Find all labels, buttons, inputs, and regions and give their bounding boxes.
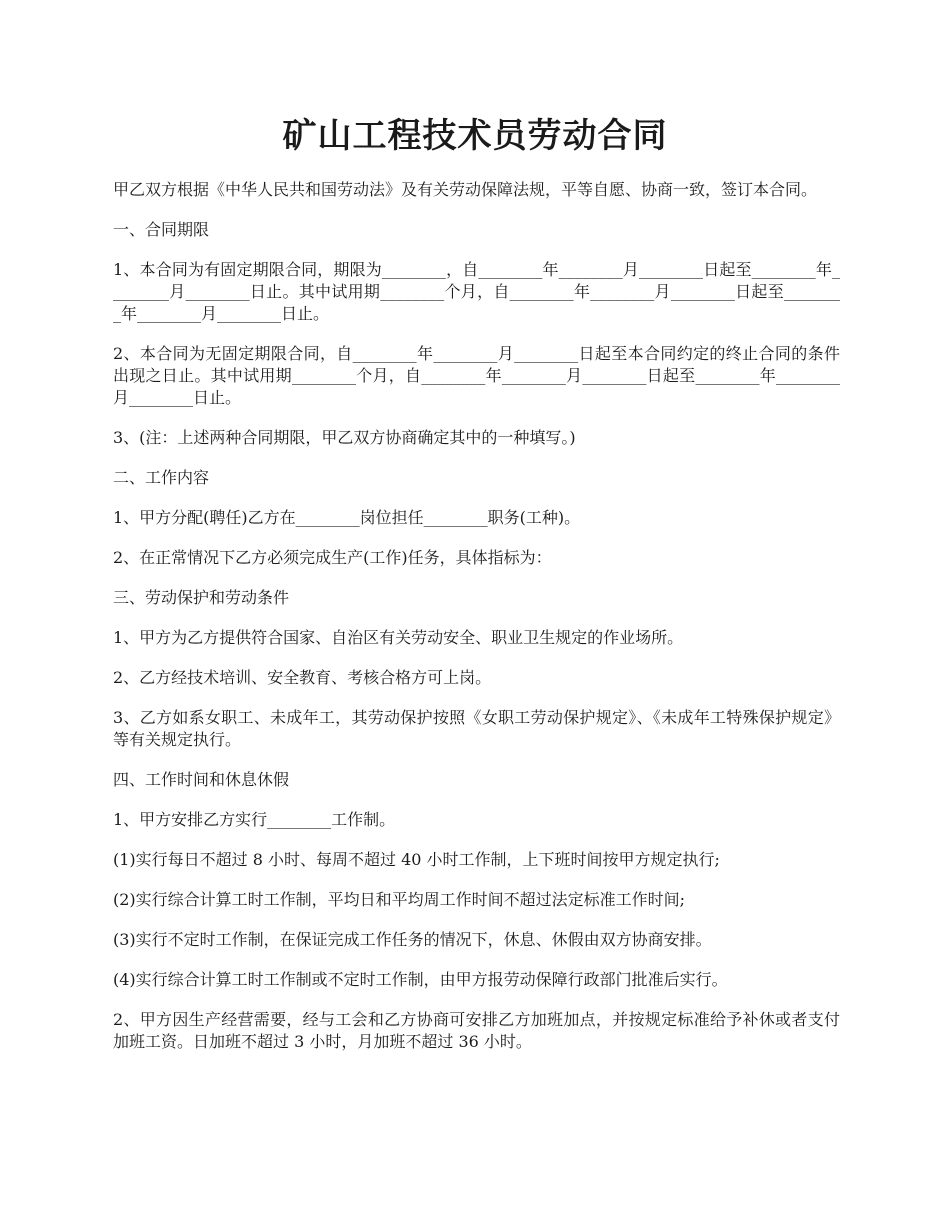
document-body — [113, 179, 840, 1071]
clause-option-flexible-hours: (3)实行不定时工作制，在保证完成工作任务的情况下，休息、休假由双方协商安排。 — [113, 930, 712, 949]
preamble-paragraph: 甲乙双方根据《中华人民共和国劳动法》及有关劳动保障法规，平等自愿、协商一致，签订本合同。 — [113, 180, 818, 199]
section-heading-working-hours: 四、工作时间和休息休假 — [113, 770, 290, 789]
clause-option-approval: (4)实行综合计算工时工作制或不定时工作制，由甲方报劳动保障行政部门批准后实行。 — [113, 970, 728, 989]
clause-fixed-term: 1、本合同为有固定期限合同，期限为________，自________年________月________日起至________年________月________日止。其中试用期________个月，自________年________月________日起至________年________月________日止。 — [113, 260, 840, 323]
clause-work-system: 1、甲方安排乙方实行________工作制。 — [113, 810, 396, 829]
section-heading-work-content: 二、工作内容 — [113, 468, 210, 487]
clause-special-protection: 3、乙方如系女职工、未成年工，其劳动保护按照《女职工劳动保护规定》、《未成年工特殊保护规定》等有关规定执行。 — [113, 708, 840, 749]
clause-work-tasks: 2、在正常情况下乙方必须完成生产(工作)任务，具体指标为： — [113, 548, 552, 567]
section-heading-labor-protection: 三、劳动保护和劳动条件 — [113, 588, 290, 607]
clause-workplace-safety: 1、甲方为乙方提供符合国家、自治区有关劳动安全、职业卫生规定的作业场所。 — [113, 628, 684, 647]
clause-option-standard-hours: (1)实行每日不超过 8 小时、每周不超过 40 小时工作制，上下班时间按甲方规定执行; — [113, 850, 720, 869]
clause-term-note: 3、(注：上述两种合同期限，甲乙双方协商确定其中的一种填写。) — [113, 428, 576, 447]
document-title: 矿山工程技术员劳动合同 — [282, 116, 668, 156]
clause-training: 2、乙方经技术培训、安全教育、考核合格方可上岗。 — [113, 668, 492, 687]
clause-job-assignment: 1、甲方分配(聘任)乙方在________岗位担任________职务(工种)。 — [113, 508, 581, 527]
clause-option-comprehensive-hours: (2)实行综合计算工时工作制，平均日和平均周工作时间不超过法定标准工作时间; — [113, 890, 686, 909]
section-heading-contract-term: 一、合同期限 — [113, 220, 210, 239]
clause-overtime: 2、甲方因生产经营需要，经与工会和乙方协商可安排乙方加班加点，并按规定标准给予补休或者支付加班工资。日加班不超过 3 小时，月加班不超过 36 小时。 — [113, 1010, 840, 1051]
clause-open-term: 2、本合同为无固定期限合同，自________年________月________日起至本合同约定的终止合同的条件出现之日止。其中试用期________个月，自________年________月________日起至________年________月________日止。 — [113, 344, 840, 407]
